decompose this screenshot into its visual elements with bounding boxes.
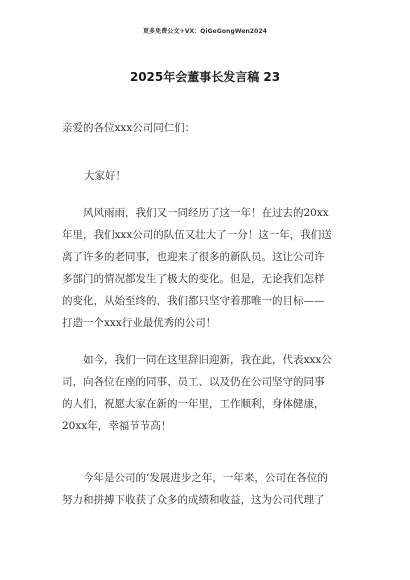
paragraph-2 bbox=[62, 349, 352, 437]
greeting: 大家好！ bbox=[84, 170, 126, 182]
paragraph-line: 年里，我们xxx公司的队伍又壮大了一分！这一年，我们送 bbox=[62, 229, 332, 241]
paragraph-line: 20xx年，幸福节节高！ bbox=[62, 420, 172, 432]
paragraph-line: 今年是公司的‘发展进步之年，一年来，公司在各位的 bbox=[62, 472, 328, 484]
paragraph-line: 风风雨雨，我们又一同经历了这一年！在过去的20xx bbox=[62, 207, 329, 219]
header-note: 更多免费公文+VX：QiGeGongWen2024 bbox=[142, 28, 267, 35]
paragraph-line: 司，向各位在座的同事、员工、以及仍在公司坚守的同事 bbox=[62, 376, 325, 388]
paragraph-line: 如今，我们一同在这里辞旧迎新，我在此，代表xxx公 bbox=[62, 354, 332, 366]
paragraph-line: 多部门的情况都发生了极大的变化。但是，无论我们怎样 bbox=[62, 273, 325, 285]
paragraph-line: 的变化，从始至终的，我们都只坚守着那唯一的目标—— bbox=[62, 295, 325, 307]
salutation: 亲爱的各位xxx公司同仁们： bbox=[62, 122, 196, 134]
paragraph-1 bbox=[62, 202, 352, 334]
paragraph-line: 的人们，祝愿大家在新的一年里，工作顺利，身体健康， bbox=[62, 398, 325, 410]
document-title: 2025年会董事长发言稿 23 bbox=[129, 70, 281, 84]
paragraph-line: 打造一个xxx行业最优秀的公司！ bbox=[62, 317, 217, 329]
paragraph-3 bbox=[62, 467, 352, 511]
paragraph-line: 离了许多的老同事，也迎来了很多的新队员。这让公司许 bbox=[62, 251, 325, 263]
paragraph-line: 努力和拼搏下收获了众多的成绩和收益，这为公司代理了 bbox=[62, 494, 325, 506]
